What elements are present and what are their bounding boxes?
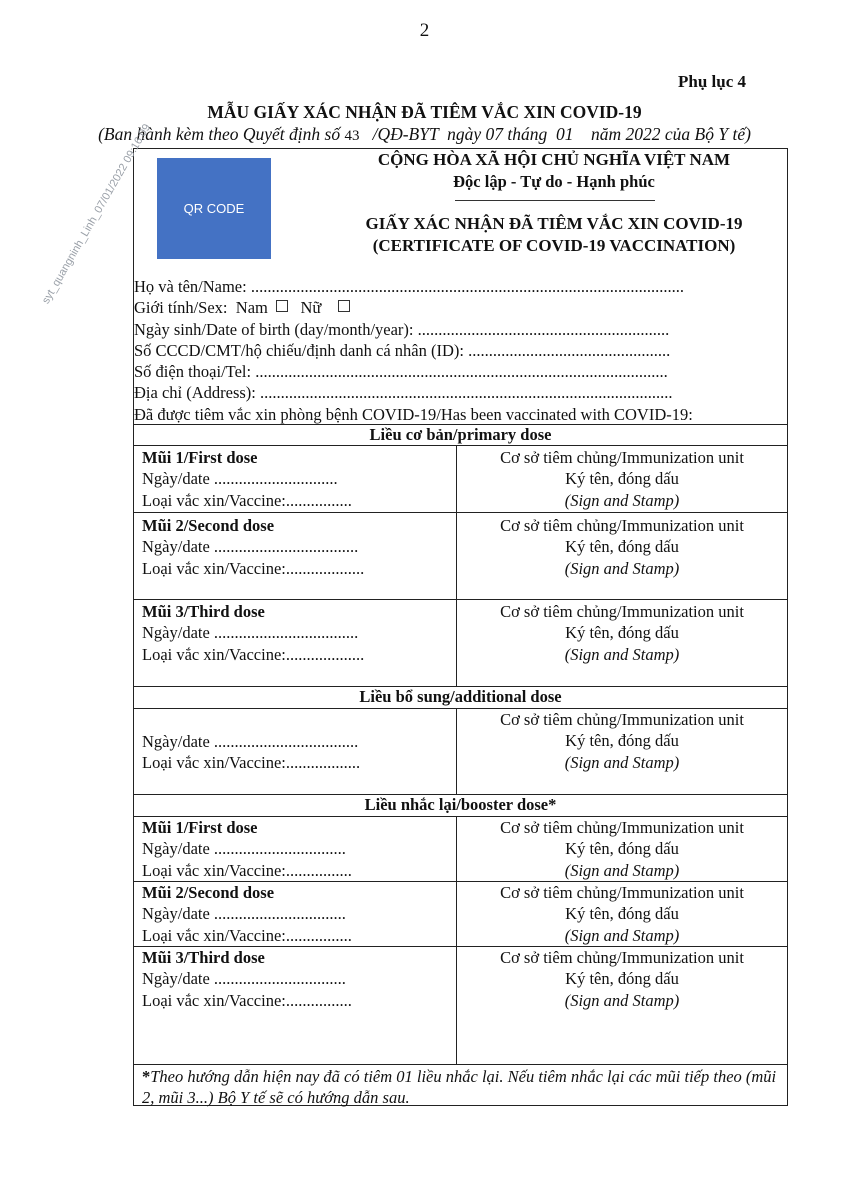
issuance-line [0, 124, 849, 145]
field-name[interactable]: Họ và tên/Name: ......................................................................................................... [134, 277, 684, 296]
primary-dose-2 [142, 515, 364, 579]
dose-date-field[interactable]: Ngày/date ................................ [142, 969, 346, 989]
certificate-title-vi: GIẤY XÁC NHẬN ĐÃ TIÊM VẮC XIN COVID-19 [365, 214, 743, 233]
booster-footnote [142, 1066, 782, 1108]
stamp-label: (Sign and Stamp) [564, 752, 680, 772]
dose-date-field[interactable]: Ngày/date ................................... [142, 623, 359, 643]
dose-date-field[interactable]: Ngày/date ................................ [142, 904, 346, 924]
qr-code-label: QR CODE [183, 201, 245, 216]
stamp-label: (Sign and Stamp) [564, 644, 680, 664]
stamp-label: (Sign and Stamp) [564, 558, 680, 578]
sex-male-label: Nam [235, 298, 268, 318]
dose-name: Mũi 2/Second dose [142, 516, 275, 535]
issuance-suffix: /QĐ-BYT ngày 07 tháng 01 năm 2022 của Bộ Y tế) [359, 124, 751, 144]
personal-info-fields [134, 276, 693, 425]
national-motto: Độc lập - Tự do - Hạnh phúc [453, 172, 655, 191]
motto-underline [455, 200, 655, 201]
booster-dose-2-unit [456, 882, 788, 946]
primary-dose-1-unit [456, 447, 788, 511]
sign-label: Ký tên, đóng dấu [565, 469, 679, 489]
field-sex [134, 297, 693, 318]
immunization-unit-label: Cơ sở tiêm chủng/Immunization unit [500, 516, 744, 535]
dose-date-field[interactable]: Ngày/date ................................ [142, 839, 346, 859]
certificate-title-en: (CERTIFICATE OF COVID-19 VACCINATION) [372, 236, 736, 255]
stamp-label: (Sign and Stamp) [564, 990, 680, 1010]
vaccinated-statement: Đã được tiêm vắc xin phòng bệnh COVID-19/Has been vaccinated with COVID-19: [134, 404, 693, 424]
sign-label: Ký tên, đóng dấu [565, 904, 679, 924]
dose-vaccine-field[interactable]: Loại vắc xin/Vaccine:.................. [142, 753, 361, 773]
watermark-text: syt_quangninh_Linh_07/01/2022 09:16:09 [40, 122, 154, 306]
primary-dose-2-unit [456, 515, 788, 579]
dose-name: Mũi 3/Third dose [142, 602, 265, 621]
dose-vaccine-field[interactable]: Loại vắc xin/Vaccine:................ [142, 490, 352, 510]
dose-date-field[interactable]: Ngày/date .............................. [142, 469, 338, 489]
primary-dose-3-unit [456, 601, 788, 665]
dose-vaccine-field[interactable]: Loại vắc xin/Vaccine:................... [142, 644, 365, 664]
sign-label: Ký tên, đóng dấu [565, 969, 679, 989]
booster-dose-3-unit [456, 947, 788, 1011]
sign-label: Ký tên, đóng dấu [565, 731, 679, 751]
dose-date-field[interactable]: Ngày/date ................................... [142, 537, 359, 557]
sex-female-checkbox[interactable] [338, 300, 350, 312]
dose-name: Mũi 3/Third dose [142, 948, 265, 967]
booster-dose-1-unit [456, 817, 788, 881]
booster-dose-3 [142, 947, 352, 1011]
booster-dose-2 [142, 882, 352, 946]
immunization-unit-label: Cơ sở tiêm chủng/Immunization unit [500, 448, 744, 467]
stamp-label: (Sign and Stamp) [564, 860, 680, 880]
booster-dose-1 [142, 817, 352, 881]
stamp-label: (Sign and Stamp) [564, 490, 680, 510]
additional-dose [142, 731, 360, 774]
dose-vaccine-field[interactable]: Loại vắc xin/Vaccine:................ [142, 990, 352, 1010]
footnote-text: Theo hướng dẫn hiện nay đã có tiêm 01 liều nhắc lại. Nếu tiêm nhắc lại các mũi tiếp theo (mũi 2, mũi 3...) Bộ Y tế sẽ có hướng dẫn sau. [142, 1067, 777, 1107]
appendix-label: Phụ lục 4 [678, 72, 747, 91]
immunization-unit-label: Cơ sở tiêm chủng/Immunization unit [500, 818, 744, 837]
table-divider [133, 1064, 788, 1065]
dose-name: Mũi 2/Second dose [142, 883, 275, 902]
primary-dose-1 [142, 447, 352, 511]
stamp-label: (Sign and Stamp) [564, 925, 680, 945]
dose-date-field[interactable]: Ngày/date ................................... [142, 732, 359, 751]
dose-vaccine-field[interactable]: Loại vắc xin/Vaccine:................... [142, 558, 365, 578]
table-divider [133, 599, 788, 600]
field-dob[interactable]: Ngày sinh/Date of birth (day/month/year): ............................................................. [134, 319, 670, 339]
dose-name: Mũi 1/First dose [142, 818, 258, 837]
table-divider [133, 445, 788, 446]
table-divider [133, 512, 788, 513]
immunization-unit-label: Cơ sở tiêm chủng/Immunization unit [500, 710, 744, 729]
sex-label: Giới tính/Sex: [134, 298, 236, 318]
decision-number: 43 [344, 128, 360, 144]
primary-dose-heading: Liều cơ bản/primary dose [369, 425, 552, 444]
sign-label: Ký tên, đóng dấu [565, 623, 679, 643]
footnote-mark: * [142, 1067, 151, 1086]
sex-female-label: Nữ [300, 298, 322, 318]
issuance-prefix: (Ban hành kèm theo Quyết định số [98, 124, 345, 144]
field-phone[interactable]: Số điện thoại/Tel: .................................................................................................... [134, 362, 668, 382]
qr-code-placeholder [157, 158, 271, 259]
immunization-unit-label: Cơ sở tiêm chủng/Immunization unit [500, 883, 744, 902]
field-id[interactable]: Số CCCD/CMT/hộ chiếu/định danh cá nhân (ID): ................................................. [134, 340, 671, 360]
dose-name: Mũi 1/First dose [142, 448, 258, 467]
field-address[interactable]: Địa chỉ (Address): .................................................................................................... [134, 383, 673, 403]
additional-dose-heading: Liều bổ sung/additional dose [359, 687, 562, 706]
primary-dose-3 [142, 601, 364, 665]
sign-label: Ký tên, đóng dấu [565, 839, 679, 859]
immunization-unit-label: Cơ sở tiêm chủng/Immunization unit [500, 948, 744, 967]
sign-label: Ký tên, đóng dấu [565, 537, 679, 557]
document-title: MẪU GIẤY XÁC NHẬN ĐÃ TIÊM VẮC XIN COVID-19 [207, 102, 642, 122]
dose-vaccine-field[interactable]: Loại vắc xin/Vaccine:................ [142, 860, 352, 880]
additional-dose-unit [456, 709, 788, 773]
dose-vaccine-field[interactable]: Loại vắc xin/Vaccine:................ [142, 925, 352, 945]
booster-dose-heading: Liều nhắc lại/booster dose* [364, 795, 557, 814]
nation-heading: CỘNG HÒA XÃ HỘI CHỦ NGHĨA VIỆT NAM [377, 150, 731, 169]
page-number: 2 [419, 20, 430, 41]
sex-male-checkbox[interactable] [276, 300, 288, 312]
immunization-unit-label: Cơ sở tiêm chủng/Immunization unit [500, 602, 744, 621]
